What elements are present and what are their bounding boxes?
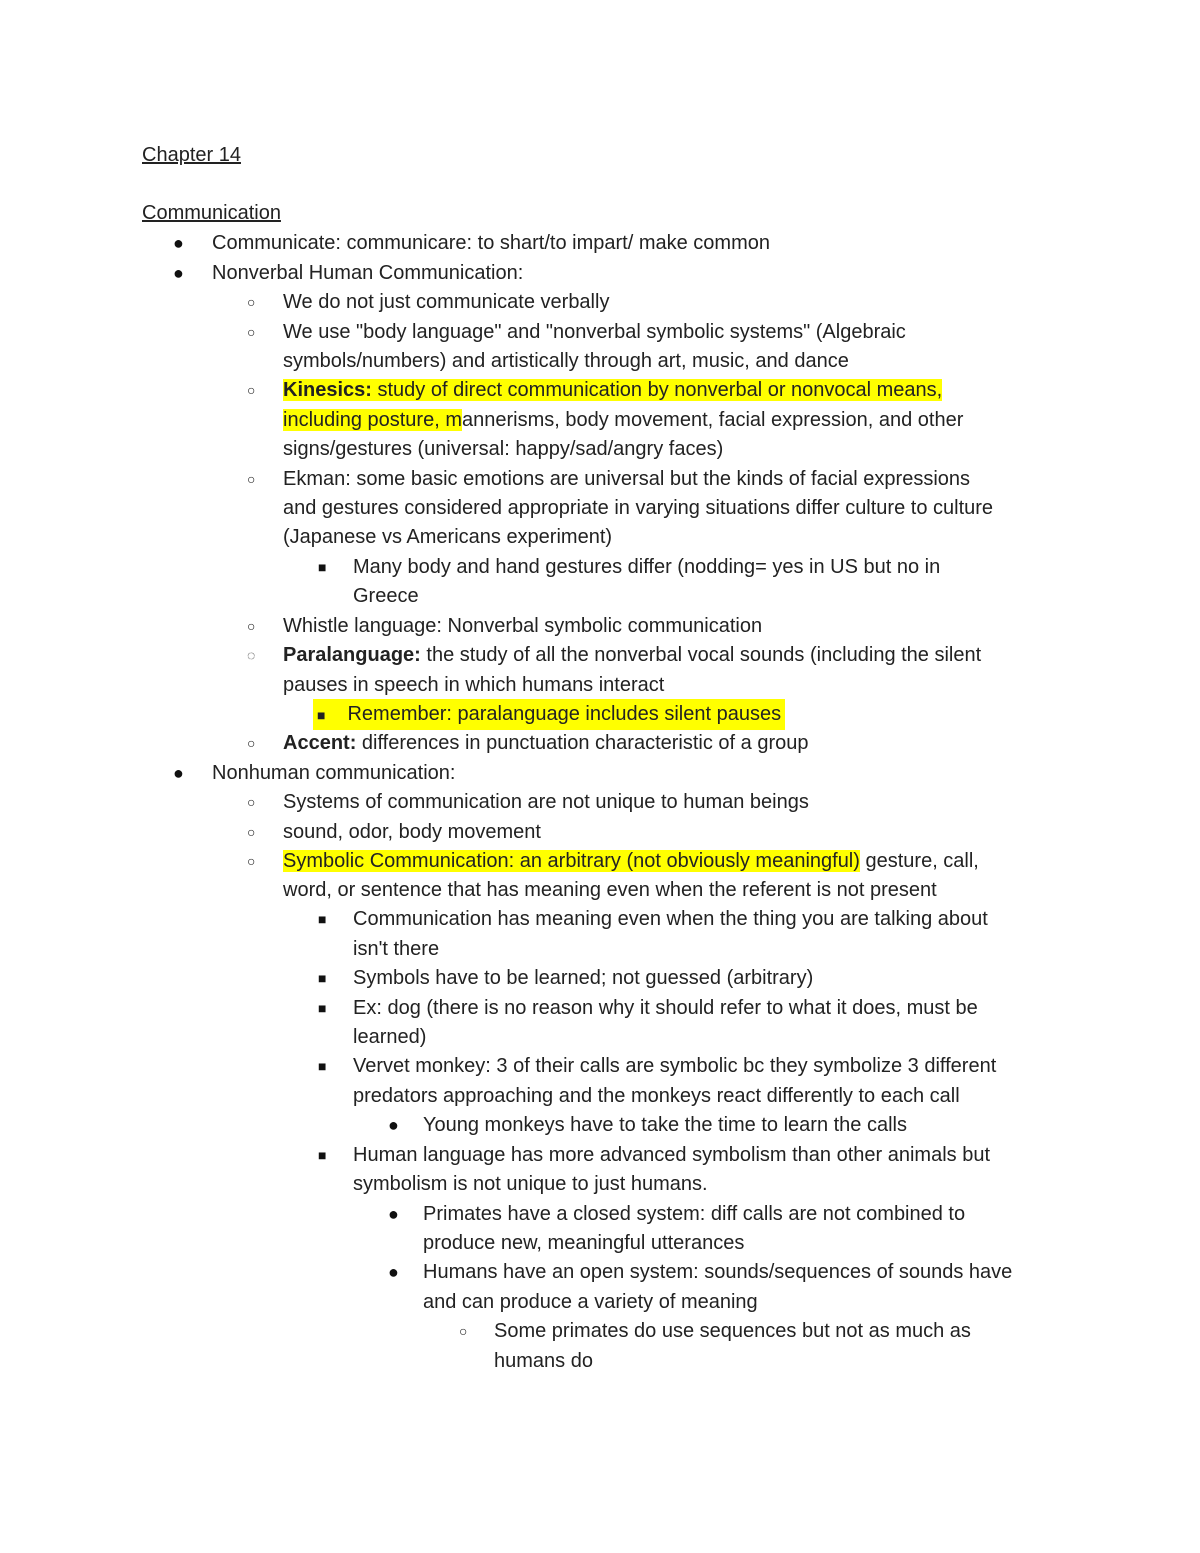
section-heading: Communication: [142, 202, 281, 224]
bullet-square-icon: ■: [318, 1058, 327, 1074]
list-item: Communicate: communicare: to shart/to impart/ make common: [212, 232, 770, 254]
highlighted-text: Symbolic Communication: an arbitrary (not obviously meaningful): [283, 850, 860, 872]
chapter-title: Chapter 14: [142, 144, 241, 166]
bullet-disc-icon: ●: [388, 1204, 399, 1224]
bullet-disc-icon: ●: [388, 1115, 399, 1135]
list-item-continuation: and gestures considered appropriate in varying situations differ culture to culture: [283, 497, 994, 519]
list-item: Nonverbal Human Communication:: [212, 262, 524, 284]
list-item: Ex: dog (there is no reason why it should refer to what it does, must be: [353, 997, 978, 1019]
list-item: Whistle language: Nonverbal symbolic communication: [283, 615, 763, 637]
highlighted-text: including posture, m: [283, 409, 462, 431]
list-item-continuation: (Japanese vs Americans experiment): [283, 526, 613, 548]
bullet-circle-icon: ○: [247, 824, 256, 840]
bullet-circle-icon: ○: [247, 324, 256, 340]
bullet-disc-icon: ●: [173, 263, 184, 283]
plain-text: the study of all the nonverbal vocal sounds (including the silent: [420, 644, 982, 666]
bullet-circle-icon: ○: [247, 853, 256, 869]
list-item-continuation: learned): [353, 1026, 427, 1048]
list-item: sound, odor, body movement: [283, 821, 541, 843]
list-item-continuation: pauses in speech in which humans interact: [283, 674, 665, 696]
bullet-disc-icon: ●: [388, 1262, 399, 1282]
remember-text: Remember: paralanguage includes silent pauses: [347, 703, 782, 725]
list-item-continuation: produce new, meaningful utterances: [423, 1232, 745, 1254]
list-item-accent: [283, 728, 808, 758]
bullet-circle-icon: ○: [247, 294, 256, 310]
list-item: Many body and hand gestures differ (nodding= yes in US but no in: [353, 556, 941, 578]
list-item: Nonhuman communication:: [212, 762, 456, 784]
list-item-continuation: [283, 405, 963, 435]
term-accent: Accent:: [283, 732, 357, 754]
plain-text: gesture, call,: [859, 850, 979, 872]
bullet-square-icon: ■: [318, 559, 327, 575]
list-item: We use "body language" and "nonverbal symbolic systems" (Algebraic: [283, 321, 906, 343]
list-item: Systems of communication are not unique to human beings: [283, 791, 809, 813]
bullet-disc-icon: ●: [173, 763, 184, 783]
list-item-continuation: symbolism is not unique to just humans.: [353, 1173, 708, 1195]
bullet-circle-icon: ○: [247, 794, 256, 810]
list-item: Primates have a closed system: diff calls are not combined to: [423, 1203, 966, 1225]
list-item: Vervet monkey: 3 of their calls are symbolic bc they symbolize 3 different: [353, 1055, 997, 1077]
list-item-paralanguage: [283, 640, 981, 670]
list-item-continuation: and can produce a variety of meaning: [423, 1291, 758, 1313]
list-item: Humans have an open system: sounds/sequences of sounds have: [423, 1261, 1013, 1283]
bullet-circle-icon: ○: [247, 382, 256, 398]
list-item-continuation: symbols/numbers) and artistically through art, music, and dance: [283, 350, 849, 372]
bullet-circle-icon: ○: [247, 471, 256, 487]
list-item: Young monkeys have to take the time to learn the calls: [423, 1114, 907, 1136]
list-item: Symbols have to be learned; not guessed (arbitrary): [353, 967, 814, 989]
bullet-square-icon: ■: [318, 1000, 327, 1016]
term-paralanguage: Paralanguage:: [283, 644, 421, 666]
bullet-circle-icon: ○: [247, 735, 256, 751]
bullet-circle-dashed-icon: ◌: [247, 647, 256, 663]
plain-text: differences in punctuation characteristic of a group: [356, 732, 809, 754]
list-item-continuation: isn't there: [353, 938, 440, 960]
list-item: Human language has more advanced symbolism than other animals but: [353, 1144, 991, 1166]
bullet-circle-icon: ○: [247, 618, 256, 634]
highlighted-text: study of direct communication by nonverbal or nonvocal means,: [371, 379, 943, 401]
plain-text: annerisms, body movement, facial expression, and other: [461, 409, 964, 431]
list-item-continuation: word, or sentence that has meaning even when the referent is not present: [283, 879, 937, 901]
list-item-symbolic: [283, 846, 979, 876]
bullet-square-icon: ■: [317, 707, 326, 723]
list-item: Ekman: some basic emotions are universal but the kinds of facial expressions: [283, 468, 971, 490]
highlighted-list-item: [313, 699, 785, 730]
list-item-continuation: signs/gestures (universal: happy/sad/angry faces): [283, 438, 724, 460]
list-item: Some primates do use sequences but not as much as: [494, 1320, 971, 1342]
bullet-square-icon: ■: [318, 970, 327, 986]
list-item-continuation: predators approaching and the monkeys react differently to each call: [353, 1085, 960, 1107]
bullet-square-icon: ■: [318, 1147, 327, 1163]
list-item-continuation: humans do: [494, 1350, 593, 1372]
term-kinesics: Kinesics:: [283, 379, 372, 401]
bullet-disc-icon: ●: [173, 233, 184, 253]
bullet-circle-icon: ○: [459, 1323, 468, 1339]
list-item: We do not just communicate verbally: [283, 291, 610, 313]
list-item-continuation: Greece: [353, 585, 419, 607]
list-item: Communication has meaning even when the thing you are talking about: [353, 908, 988, 930]
list-item-kinesics: [283, 375, 942, 405]
bullet-square-icon: ■: [318, 911, 327, 927]
